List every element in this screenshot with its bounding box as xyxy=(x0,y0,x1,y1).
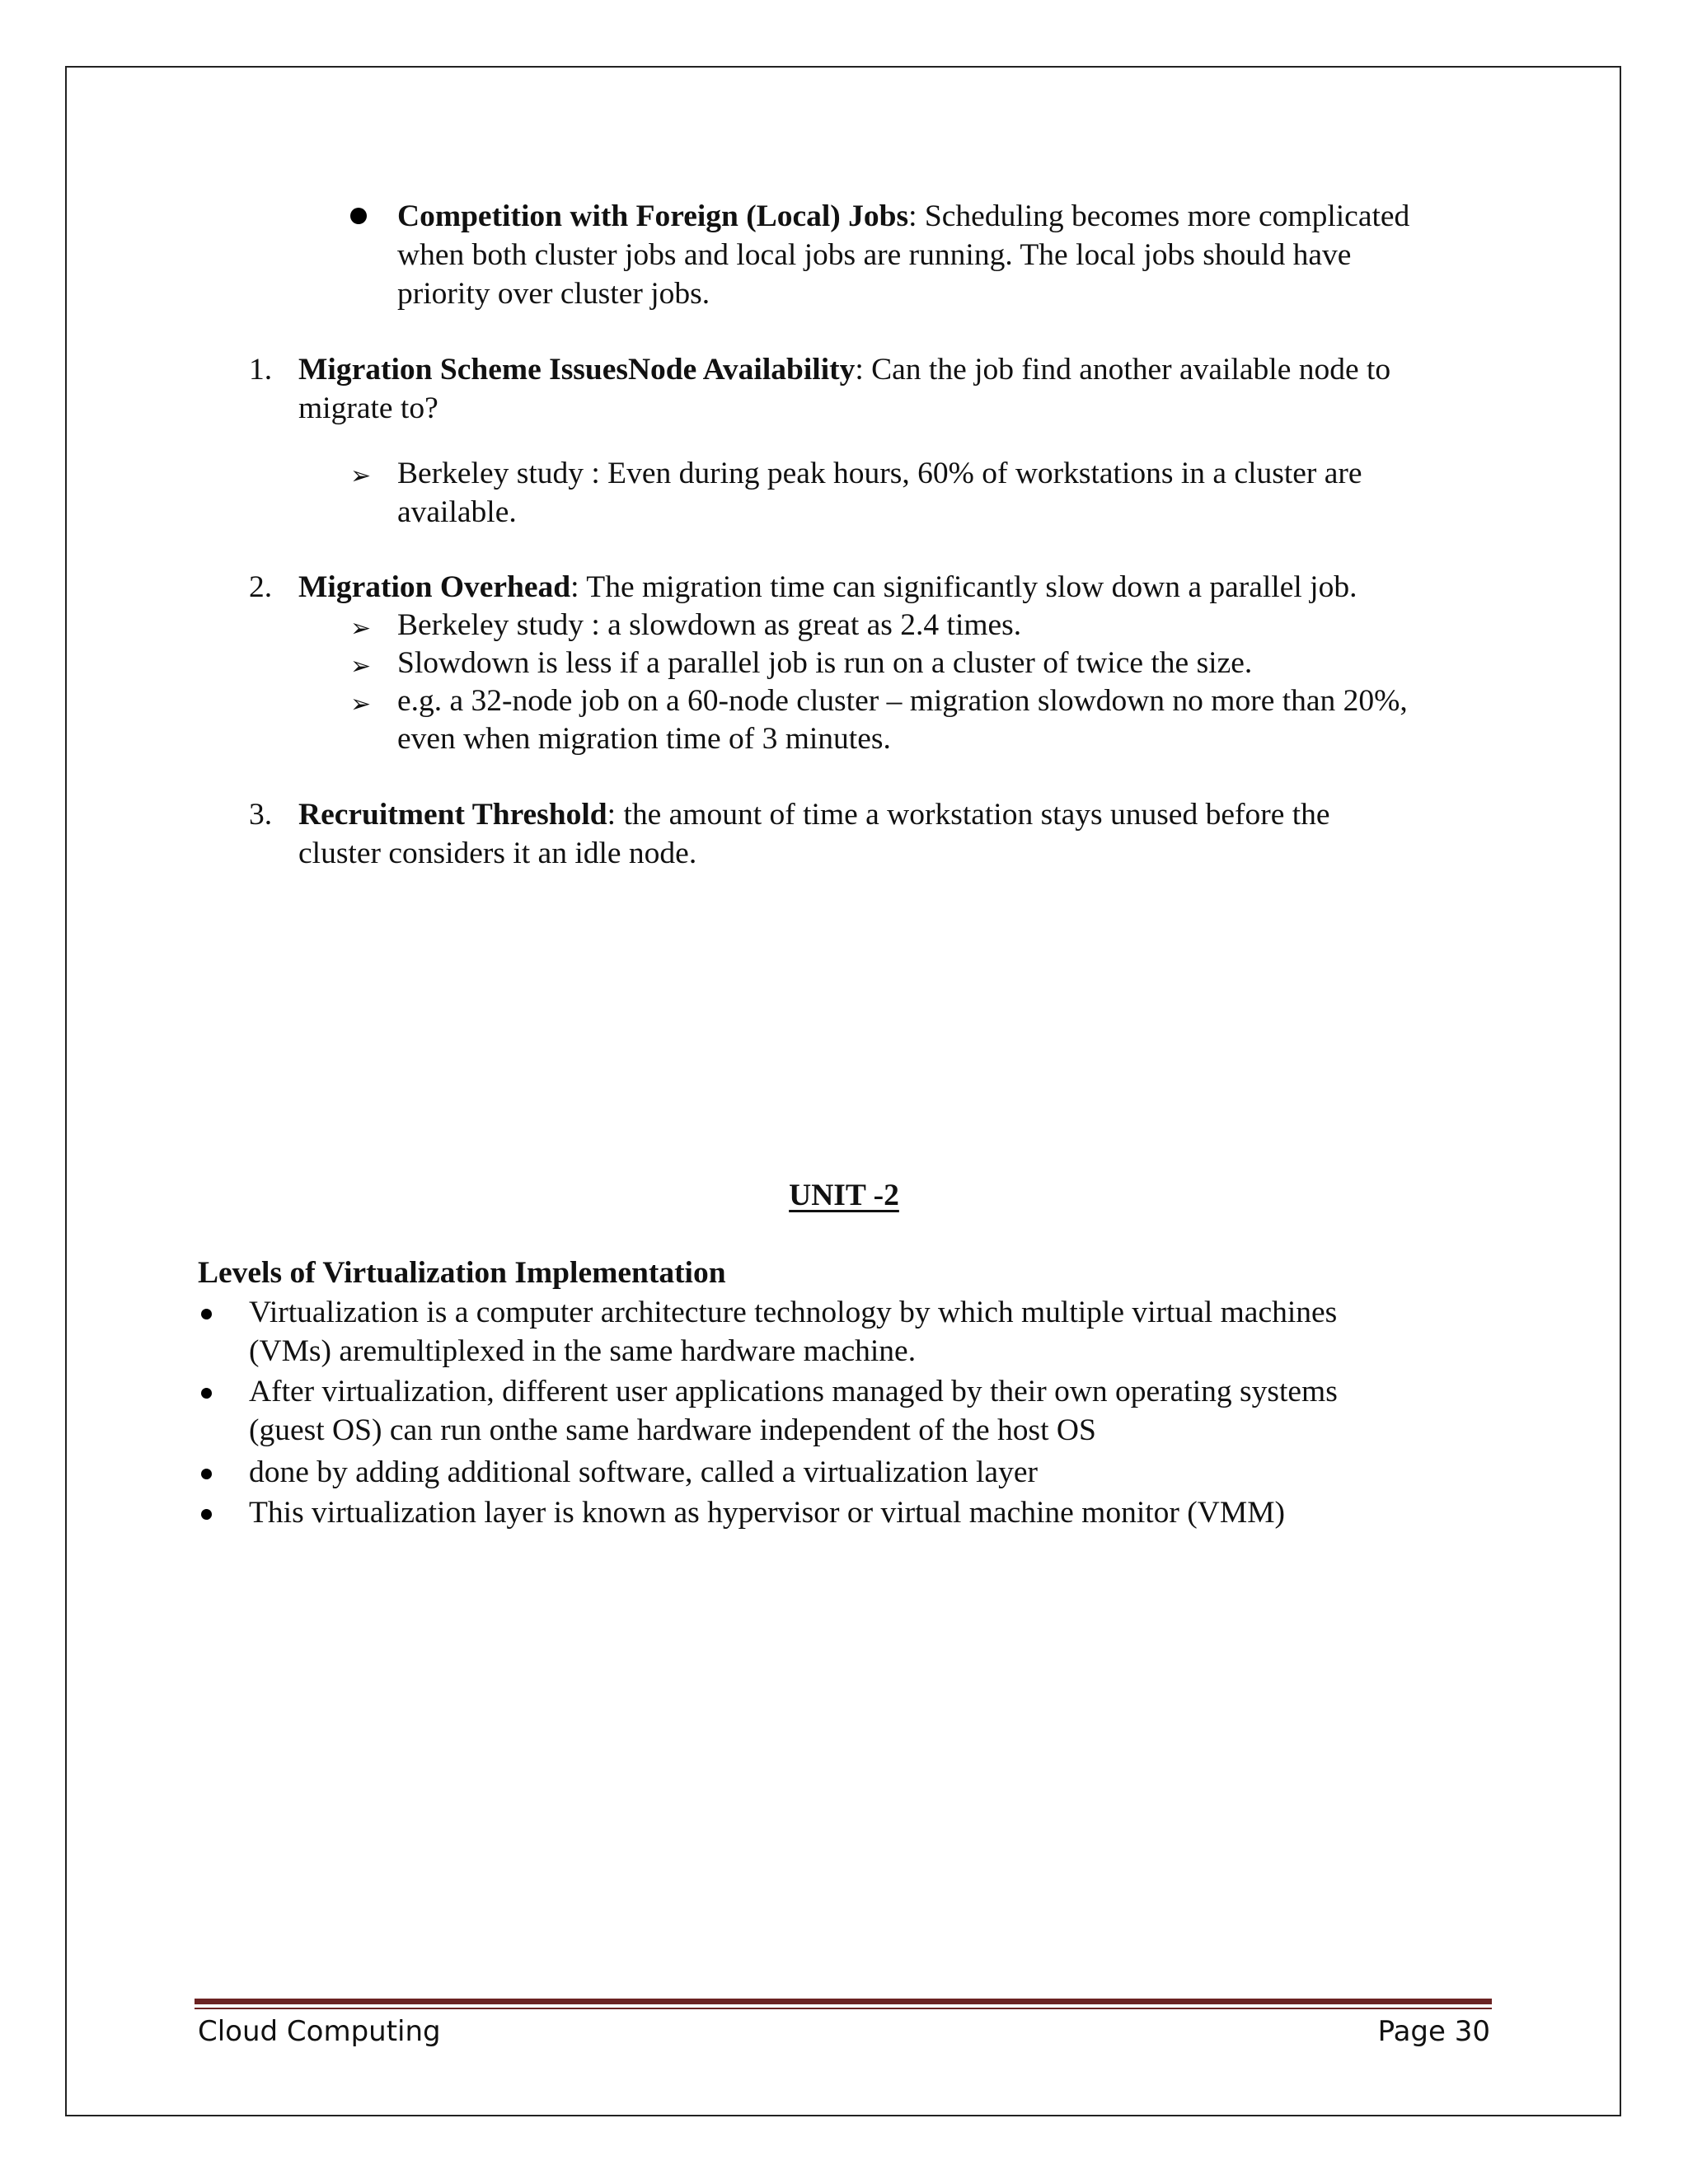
section-bullet-2-line2: (guest OS) can run onthe same hardware independent of the host OS xyxy=(249,1413,1096,1447)
item-2-title: Migration Overhead xyxy=(298,570,571,604)
bullet-dot xyxy=(201,1309,212,1319)
item-3-line1 xyxy=(298,796,1330,834)
item-3-text: : the amount of time a workstation stays unused before the xyxy=(607,798,1330,832)
page-number: Page 30 xyxy=(1377,2015,1490,2048)
top-bullet-line2: when both cluster jobs and local jobs are running. The local jobs should have xyxy=(397,238,1352,272)
footer-rule-thin xyxy=(195,2008,1492,2009)
item-2-sub-2: Slowdown is less if a parallel job is run on a cluster of twice the size. xyxy=(397,646,1253,680)
top-bullet-title: Competition with Foreign (Local) Jobs xyxy=(397,199,909,233)
bullet-dot xyxy=(201,1388,212,1399)
arrow-bullet-icon: ➢ xyxy=(350,614,372,643)
top-bullet-line3: priority over cluster jobs. xyxy=(397,277,710,311)
arrow-bullet-icon: ➢ xyxy=(350,690,372,719)
item-3-title: Recruitment Threshold xyxy=(298,798,607,832)
item-1-sub-line2: available. xyxy=(397,495,517,529)
unit-heading-text: UNIT -2 xyxy=(789,1179,899,1212)
bullet-dot xyxy=(350,208,367,224)
item-number: 1. xyxy=(249,353,273,387)
arrow-bullet-icon: ➢ xyxy=(350,652,372,681)
item-2-sub-3-line2: even when migration time of 3 minutes. xyxy=(397,722,891,756)
item-1-text: : Can the job find another available node to xyxy=(855,353,1391,387)
footer-title: Cloud Computing xyxy=(198,2015,441,2048)
item-1-line1 xyxy=(298,351,1390,389)
item-1-line2: migrate to? xyxy=(298,391,438,425)
item-1-sub-line1: Berkeley study : Even during peak hours, 60% of workstations in a cluster are xyxy=(397,457,1362,490)
section-bullet-1-line1: Virtualization is a computer architecture technology by which multiple virtual machines xyxy=(249,1296,1338,1329)
item-2-sub-3-line1: e.g. a 32-node job on a 60-node cluster – migration slowdown no more than 20%, xyxy=(397,684,1408,718)
section-heading: Levels of Virtualization Implementation xyxy=(198,1256,726,1290)
bullet-dot xyxy=(201,1469,212,1479)
section-bullet-4: This virtualization layer is known as hypervisor or virtual machine monitor (VMM) xyxy=(249,1496,1286,1530)
bullet-dot xyxy=(201,1509,212,1520)
item-2-text: : The migration time can significantly slow down a parallel job. xyxy=(570,570,1357,604)
item-1-title: Migration Scheme IssuesNode Availability xyxy=(298,353,856,387)
item-number: 2. xyxy=(249,570,273,604)
unit-heading xyxy=(0,1177,1688,1215)
item-2-line1 xyxy=(298,569,1357,607)
footer-rule xyxy=(195,1999,1492,2004)
top-bullet-line1 xyxy=(397,198,1409,236)
item-3-line2: cluster considers it an idle node. xyxy=(298,837,697,870)
arrow-bullet-icon: ➢ xyxy=(350,462,372,490)
item-number: 3. xyxy=(249,798,273,832)
section-bullet-3: done by adding additional software, called a virtualization layer xyxy=(249,1455,1038,1489)
section-bullet-1-line2: (VMs) aremultiplexed in the same hardware machine. xyxy=(249,1334,917,1368)
item-2-sub-1: Berkeley study : a slowdown as great as 2.4 times. xyxy=(397,608,1022,642)
top-bullet-text: : Scheduling becomes more complicated xyxy=(908,199,1410,233)
section-bullet-2-line1: After virtualization, different user applications managed by their own operating systems xyxy=(249,1375,1338,1408)
